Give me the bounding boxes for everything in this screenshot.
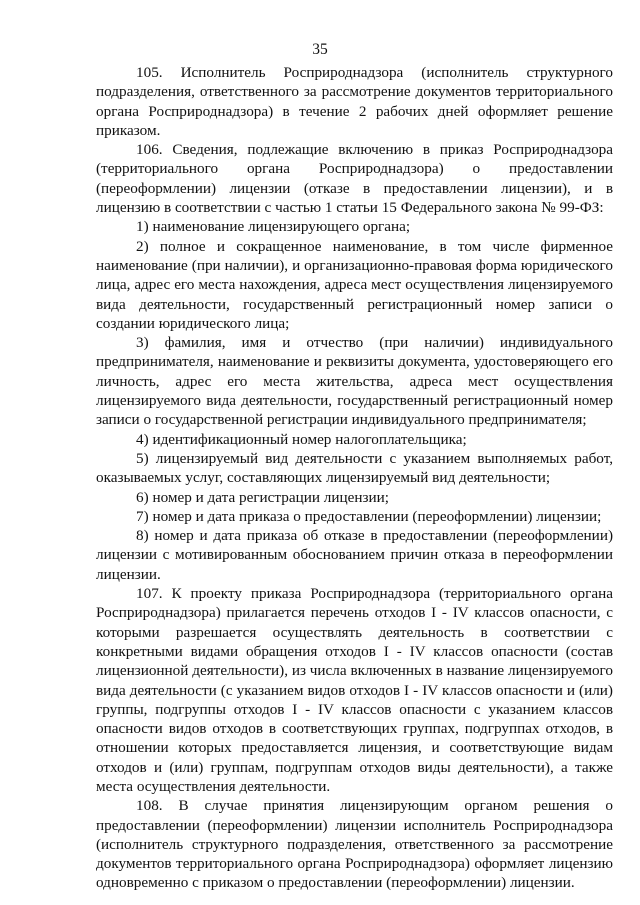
list-item-3: 3) фамилия, имя и отчество (при наличии) индивидуального предпринимателя, наименование и реквизиты документа, удостоверяющего его личность, адрес его места жительства, адреса мест осуществления лицензируемого вида деятельности, государственный регистрационный номер записи о государственной регистрации индивидуального предпринимателя; [96,334,613,429]
list-item-4: 4) идентификационный номер налогоплательщика; [136,430,467,448]
paragraph-105: 105. Исполнитель Росприроднадзора (исполнитель структурного подразделения, ответственного за рассмотрение документов территориального органа Росприроднадзора) в течение 2 рабочих дней оформляет решение приказом. [96,64,613,139]
paragraph-108: 108. В случае принятия лицензирующим органом решения о предоставлении (переоформлении) лицензии исполнитель Росприроднадзора (исполнитель структурного подразделения, ответственного за рассмотрение документов территориального органа Росприроднадзора) оформляет лицензию одновременно с приказом о предоставлении (переоформлении) лицензии. [96,797,613,892]
document-body [96,63,613,893]
list-item-8: 8) номер и дата приказа об отказе в предоставлении (переоформлении) лицензии с мотивированным обоснованием причин отказа в переоформлении лицензии. [96,527,613,583]
list-item-5: 5) лицензируемый вид деятельности с указанием выполняемых работ, оказываемых услуг, составляющих лицензируемый вид деятельности; [96,449,613,487]
list-item-2: 2) полное и сокращенное наименование, в том числе фирменное наименование (при наличии), и организационно-правовая форма юридического лица, адрес его места нахождения, адреса мест осуществления лицензируемого вида деятельности, государственный регистрационный номер записи о создании юридического лица; [96,237,613,332]
list-item-6: 6) номер и дата регистрации лицензии; [136,488,389,506]
page-number: 35 [312,41,328,58]
list-item-7: 7) номер и дата приказа о предоставлении (переоформлении) лицензии; [136,507,602,525]
paragraph-106: 106. Сведения, подлежащие включению в приказ Росприроднадзора (территориального органа Росприроднадзора) о предоставлении (переоформлении) лицензии (отказе в предоставлении лицензии), и в лицензию в соответствии с частью 1 статьи 15 Федерального закона № 99-ФЗ: [96,141,613,217]
paragraph-107: 107. К проекту приказа Росприроднадзора (территориального органа Росприроднадзора) прилагается перечень отходов I - IV классов опасности, с которыми разрешается осуществлять деятельность в соответствии с конкретными видами обращения отходов I - IV классов опасности (состав лицензионной деятельности), из числа включенных в название лицензируемого вида деятельности (с указанием видов отходов I - IV классов опасности и (или) группы, подгруппы отходов I - IV классов опасности с указанием классов опасности видов отходов в соответствующих группах, подгруппах отходов, в отношении которых предоставляется лицензия, и соответствующие видам отходов и (или) группам, подгруппам отходов виды деятельности), а также места осуществления деятельности. [96,585,613,795]
list-item-1: 1) наименование лицензирующего органа; [136,218,411,236]
